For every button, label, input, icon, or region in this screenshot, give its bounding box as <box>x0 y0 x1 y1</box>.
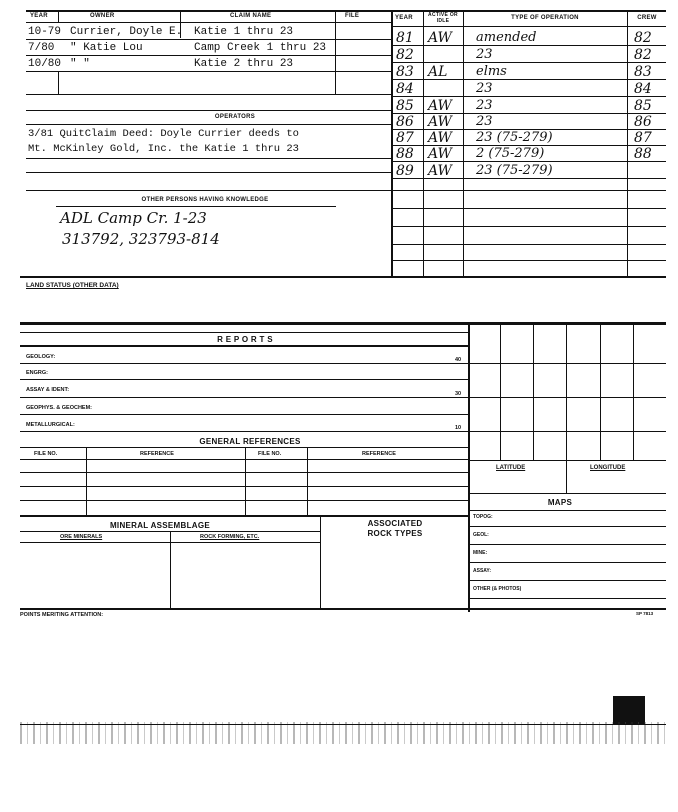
row-rule <box>26 172 392 173</box>
ops-row-rule <box>391 226 666 227</box>
reports-heading: R E P O R T S <box>217 335 273 344</box>
grid-line <box>468 397 666 398</box>
owner-header: OWNER <box>90 13 115 19</box>
ops-crew: 83 <box>634 64 652 80</box>
reports-rule <box>20 332 468 333</box>
grid-line <box>533 322 534 460</box>
ops-crew: 82 <box>634 47 652 63</box>
maps-rule <box>468 544 666 545</box>
ops-row-rule <box>391 178 666 179</box>
ops-row-rule <box>391 96 666 97</box>
report-rule <box>20 379 468 380</box>
ops-status: AW <box>428 163 452 179</box>
ops-active-header: ACTIVE OR IDLE <box>428 12 458 24</box>
right-panel-border <box>468 322 470 612</box>
claim-name: Katie 2 thru 23 <box>194 58 294 70</box>
grid-line <box>500 322 501 460</box>
claim-owner: Currier, Doyle E. <box>70 26 183 38</box>
refs-rule <box>20 515 468 517</box>
ops-type: 23 <box>476 81 493 96</box>
grid-line <box>633 322 634 460</box>
row-rule <box>26 71 392 72</box>
maps-rule <box>468 493 666 494</box>
ops-status: AW <box>428 130 452 146</box>
report-label: GEOLOGY: <box>26 354 56 360</box>
refs-rule <box>20 486 468 487</box>
maps-rule <box>468 510 666 511</box>
map-type-label: OTHER (& PHOTOS) <box>473 586 522 592</box>
maps-heading: MAPS <box>547 498 573 507</box>
row-rule <box>26 158 392 159</box>
ops-year: 81 <box>396 30 414 46</box>
ops-left-border <box>391 10 393 278</box>
knowledge-rule <box>56 206 336 207</box>
ops-type: amended <box>476 30 537 45</box>
operators-line: 3/81 QuitClaim Deed: Doyle Currier deeds to <box>28 128 299 140</box>
knowledge-heading: OTHER PERSONS HAVING KNOWLEDGE <box>141 197 269 203</box>
associated-heading: ASSOCIATED <box>367 519 423 528</box>
refs-col-divider <box>245 447 246 515</box>
mineral-assemblage-heading: MINERAL ASSEMBLAGE <box>109 521 211 530</box>
row-rule <box>26 190 392 191</box>
operators-heading: OPERATORS <box>214 114 256 120</box>
knowledge-entry: 313792, 323793-814 <box>62 230 220 248</box>
section-rule <box>20 276 666 278</box>
claim-year: 7/80 <box>28 42 55 54</box>
row-rule <box>26 55 392 56</box>
ops-row-rule <box>391 244 666 245</box>
report-label: ENGRG: <box>26 370 48 376</box>
form-number: SP 7813 <box>636 611 654 616</box>
ops-year-header: YEAR <box>395 15 413 21</box>
ops-col-divider <box>423 10 424 278</box>
claim-name-header: CLAIM NAME <box>230 13 272 19</box>
refs-col-header: FILE NO. <box>258 451 282 457</box>
operators-rule <box>26 110 392 111</box>
rock-types-heading: ROCK TYPES <box>367 529 423 538</box>
claim-year: 10/80 <box>28 58 62 70</box>
claim-year: 10-79 <box>28 26 62 38</box>
grid-line <box>600 322 601 460</box>
file-header: FILE <box>345 13 360 19</box>
grid-line <box>468 363 666 364</box>
scan-noise <box>20 722 666 744</box>
map-type-label: TOPOG: <box>473 514 493 520</box>
ops-crew: 88 <box>634 146 652 162</box>
ops-year: 88 <box>396 146 414 162</box>
ops-row-rule <box>391 161 666 162</box>
scan-noise-line <box>20 724 666 725</box>
refs-col-divider <box>307 447 308 515</box>
operators-rule <box>26 124 392 125</box>
ops-type: 23 (75-279) <box>476 163 553 178</box>
ops-row-rule <box>391 79 666 80</box>
claim-owner: " " <box>70 58 90 70</box>
ops-status: AW <box>428 30 452 46</box>
report-number: 30 <box>455 391 462 397</box>
refs-col-header: REFERENCE <box>362 451 396 457</box>
report-rule <box>20 431 468 432</box>
map-type-label: MINE: <box>473 550 488 556</box>
top-border <box>26 10 392 12</box>
section-bottom-border <box>20 608 666 610</box>
claim-owner: " Katie Lou <box>70 42 143 54</box>
col-divider <box>335 10 336 94</box>
ops-header-rule <box>391 26 666 27</box>
ops-type: 23 (75-279) <box>476 130 553 145</box>
ops-year: 84 <box>396 81 414 97</box>
ops-status: AW <box>428 146 452 162</box>
report-rule <box>20 397 468 398</box>
ops-type-header: TYPE OF OPERATION <box>511 15 579 21</box>
ops-col-divider <box>463 10 464 278</box>
maps-rule <box>468 562 666 563</box>
grid-line <box>468 431 666 432</box>
longitude-label: LONGITUDE <box>590 465 626 471</box>
land-status-label: LAND STATUS (OTHER DATA) <box>26 282 119 289</box>
ops-row-rule <box>391 45 666 46</box>
mineral-col-divider <box>320 515 321 608</box>
ops-crew-header: CREW <box>637 15 657 21</box>
refs-rule <box>20 447 468 448</box>
report-label: ASSAY & IDENT: <box>26 387 70 393</box>
claim-name: Katie 1 thru 23 <box>194 26 294 38</box>
refs-col-header: FILE NO. <box>34 451 58 457</box>
ops-crew: 87 <box>634 130 652 146</box>
col-divider <box>58 10 59 22</box>
ops-type: 23 <box>476 98 493 113</box>
ops-crew: 85 <box>634 98 652 114</box>
maps-rule <box>468 598 666 599</box>
report-label: GEOPHYS. & GEOCHEM: <box>26 405 93 411</box>
refs-col-divider <box>86 447 87 515</box>
row-rule <box>26 39 392 40</box>
ops-year: 82 <box>396 47 414 63</box>
grid-line <box>468 460 666 461</box>
map-type-label: GEOL: <box>473 532 489 538</box>
ore-minerals-header: ORE MINERALS <box>60 534 103 540</box>
grid-line <box>566 322 567 460</box>
ops-year: 83 <box>396 64 414 80</box>
ops-year: 86 <box>396 114 414 130</box>
rock-forming-header: ROCK FORMING, ETC. <box>200 534 260 540</box>
ops-col-divider <box>627 10 628 278</box>
year-header: YEAR <box>30 13 48 19</box>
report-rule <box>20 414 468 415</box>
ops-status: AL <box>428 64 448 80</box>
report-number: 40 <box>455 357 462 363</box>
refs-rule <box>20 472 468 473</box>
ops-row-rule <box>391 190 666 191</box>
ops-crew: 86 <box>634 114 652 130</box>
col-divider <box>58 71 59 94</box>
ops-type: 2 (75-279) <box>476 146 545 161</box>
report-number: 10 <box>455 425 462 431</box>
general-references-heading: GENERAL REFERENCES <box>199 437 301 446</box>
ops-status: AW <box>428 98 452 114</box>
claim-name: Camp Creek 1 thru 23 <box>194 42 327 54</box>
ops-year: 89 <box>396 163 414 179</box>
report-label: METALLURGICAL: <box>26 422 75 428</box>
knowledge-entry: ADL Camp Cr. 1-23 <box>60 209 207 227</box>
ops-year: 87 <box>396 130 414 146</box>
ops-status: AW <box>428 114 452 130</box>
grid-line <box>566 460 567 493</box>
refs-col-header: REFERENCE <box>140 451 174 457</box>
claims-header-rule <box>26 22 392 23</box>
points-meriting-attention-label: POINTS MERITING ATTENTION: <box>20 612 104 618</box>
reports-rule <box>20 345 468 347</box>
row-rule <box>26 94 392 95</box>
mineral-col-divider <box>170 531 171 608</box>
ops-year: 85 <box>396 98 414 114</box>
report-rule <box>20 363 468 364</box>
maps-rule <box>468 526 666 527</box>
scan-artifact-block <box>613 696 645 724</box>
refs-rule <box>20 459 468 460</box>
ops-crew: 84 <box>634 81 652 97</box>
refs-rule <box>20 500 468 501</box>
ops-crew: 82 <box>634 30 652 46</box>
ops-type: elms <box>476 64 507 79</box>
operators-line: Mt. McKinley Gold, Inc. the Katie 1 thru 23 <box>28 143 299 155</box>
ops-type: 23 <box>476 114 493 129</box>
latitude-label: LATITUDE <box>496 465 526 471</box>
map-type-label: ASSAY: <box>473 568 492 574</box>
ops-type: 23 <box>476 47 493 62</box>
maps-rule <box>468 580 666 581</box>
ops-row-rule <box>391 260 666 261</box>
section-top-border <box>20 322 666 325</box>
ops-row-rule <box>391 62 666 63</box>
ops-row-rule <box>391 208 666 209</box>
